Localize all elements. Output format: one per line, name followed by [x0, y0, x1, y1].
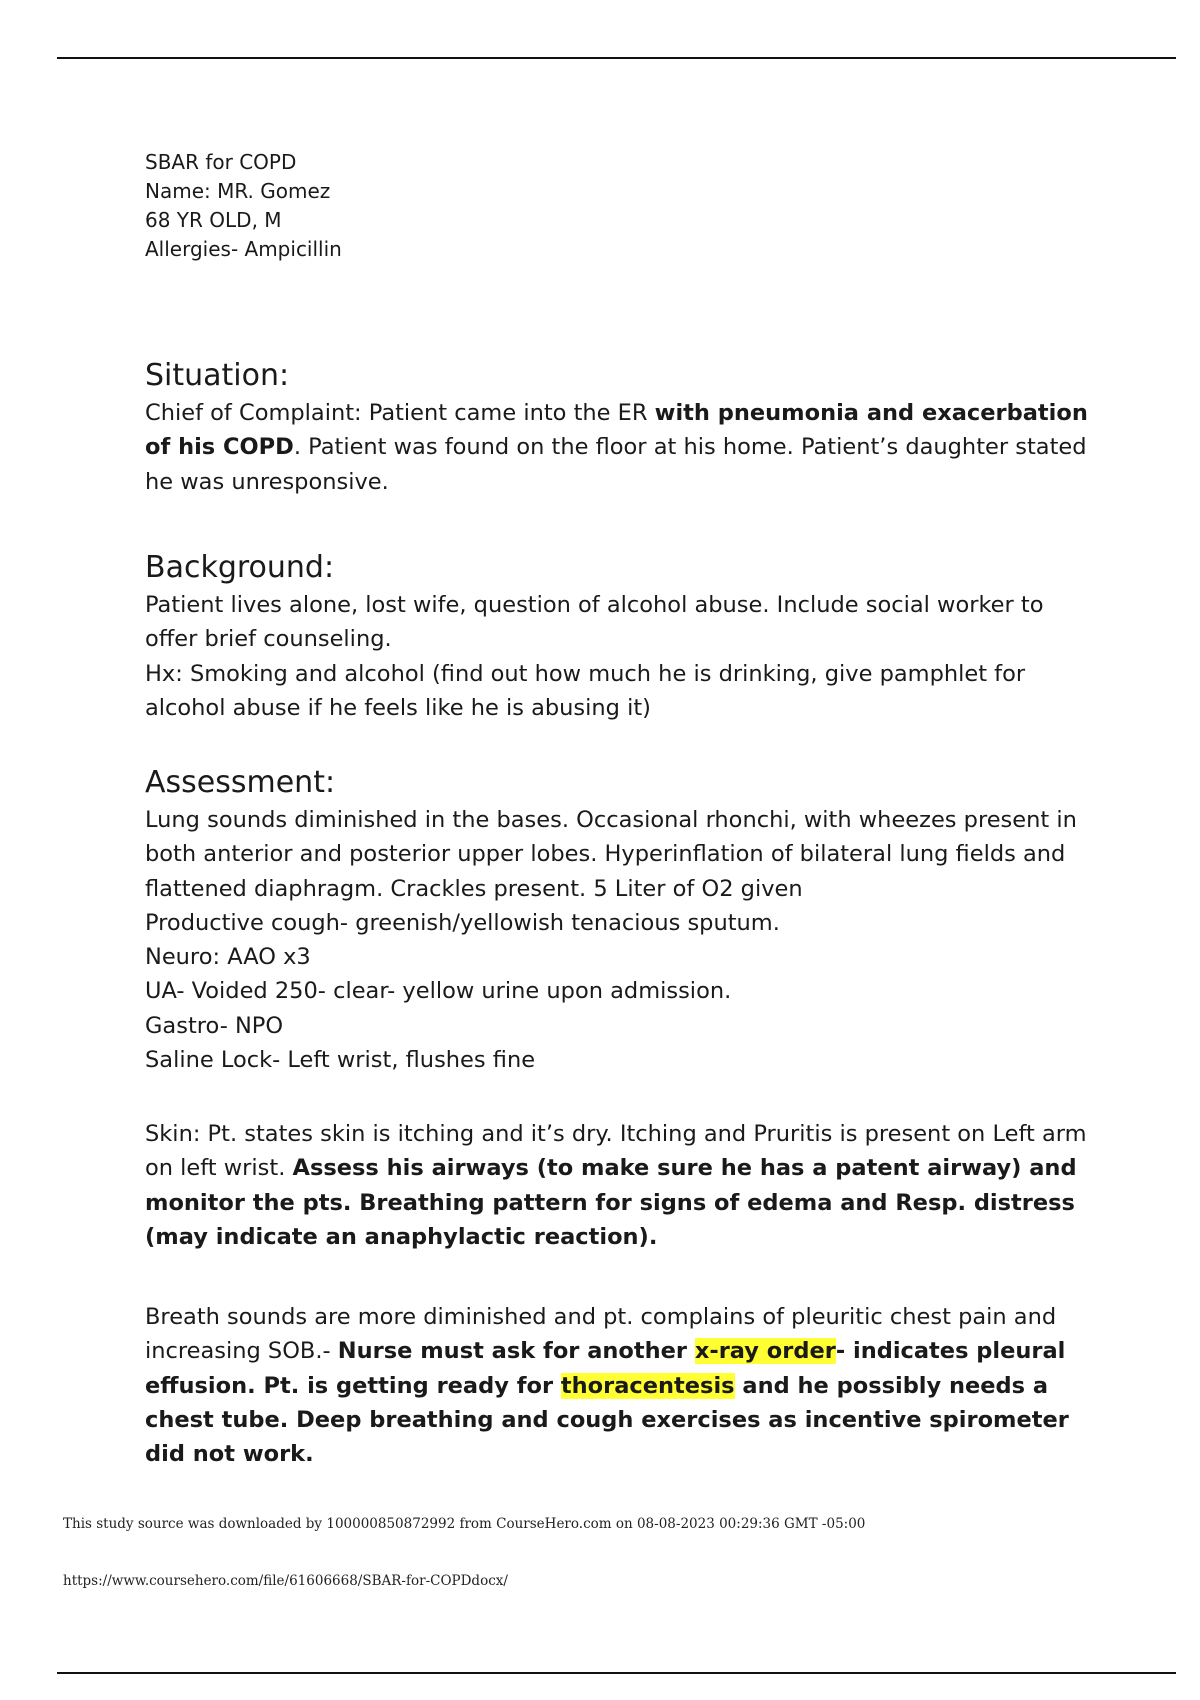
assessment-gastro: Gastro- NPO [145, 1012, 284, 1039]
skin-paragraph [145, 1117, 1100, 1254]
assessment-neuro: Neuro: AAO x3 [145, 944, 311, 971]
patient-name: Name: MR. Gomez [145, 179, 331, 203]
skin-text: Skin: Pt. states skin is itching and it’s dry. Itching and Pruritis is present on Left arm on left wrist. [145, 1121, 1087, 1182]
assessment-heading: Assessment: [145, 765, 336, 800]
breath-text-b: Nurse must ask for another [337, 1338, 695, 1365]
breath-text-a: Breath sounds are more diminished and pt. complains of pleuritic chest pain and increasing SOB.- [145, 1304, 1057, 1365]
assessment-body [145, 803, 1100, 1077]
download-notice: This study source was downloaded by 100000850872992 from CourseHero.com on 08-08-2023 00:29:36 GMT -05:00 [63, 1516, 866, 1532]
skin-text-bold: Assess his airways (to make sure he has a patent airway) and monitor the pts. Breathing pattern for signs of edema and Resp. distress (may indicate an anaphylactic reaction). [145, 1155, 1077, 1250]
assessment-saline-lock: Saline Lock- Left wrist, flushes fine [145, 1047, 536, 1074]
patient-allergies: Allergies- Ampicillin [145, 237, 342, 261]
breath-text-d: and he possibly needs a chest tube. Deep breathing and cough exercises as incentive spirometer did not work. [145, 1372, 1069, 1468]
background-paragraph-1: Patient lives alone, lost wife, question of alcohol abuse. Include social worker to offer brief counseling. [145, 592, 1044, 653]
breath-body [145, 1300, 1100, 1471]
source-url[interactable]: https://www.coursehero.com/file/61606668/SBAR-for-COPDdocx/ [63, 1573, 508, 1589]
situation-heading: Situation: [145, 358, 290, 393]
assessment-section [145, 763, 1100, 1077]
background-heading: Background: [145, 550, 335, 585]
situation-text-a: Chief of Complaint: Patient came into the ER [145, 400, 655, 426]
situation-paragraph [145, 396, 1100, 499]
breath-paragraph [145, 1300, 1100, 1471]
document-header [145, 148, 342, 264]
breath-section [145, 1300, 1100, 1471]
background-section [145, 548, 1100, 725]
patient-age-sex: 68 YR OLD, M [145, 208, 282, 232]
skin-section [145, 1117, 1100, 1254]
xray-order-highlight: x-ray order [694, 1338, 836, 1365]
document-title: SBAR for COPD [145, 150, 297, 174]
thoracentesis-highlight: thoracentesis [560, 1372, 735, 1399]
assessment-lung-sounds: Lung sounds diminished in the bases. Occasional rhonchi, with wheezes present in both anterior and posterior upper lobes. Hyperinflation of bilateral lung fields and flattened diaphragm. Crackles present. 5 Liter of O2 given [145, 807, 1077, 902]
situation-text-c: . Patient was found on the floor at his home. Patient’s daughter stated he was unresponsive. [145, 434, 1087, 495]
bottom-rule [57, 1672, 1176, 1674]
background-body [145, 588, 1100, 725]
breath-text-c: - indicates pleural effusion. Pt. is getting ready for [145, 1338, 1066, 1399]
situation-section [145, 356, 1100, 499]
assessment-ua: UA- Voided 250- clear- yellow urine upon admission. [145, 978, 732, 1005]
assessment-cough: Productive cough- greenish/yellowish tenacious sputum. [145, 909, 780, 936]
situation-text-bold: with pneumonia and exacerbation of his COPD [145, 400, 1088, 461]
situation-body [145, 396, 1100, 499]
top-rule [57, 57, 1176, 59]
skin-body [145, 1117, 1100, 1254]
background-paragraph-2: Hx: Smoking and alcohol (find out how much he is drinking, give pamphlet for alcohol abuse if he feels like he is abusing it) [145, 660, 1026, 721]
